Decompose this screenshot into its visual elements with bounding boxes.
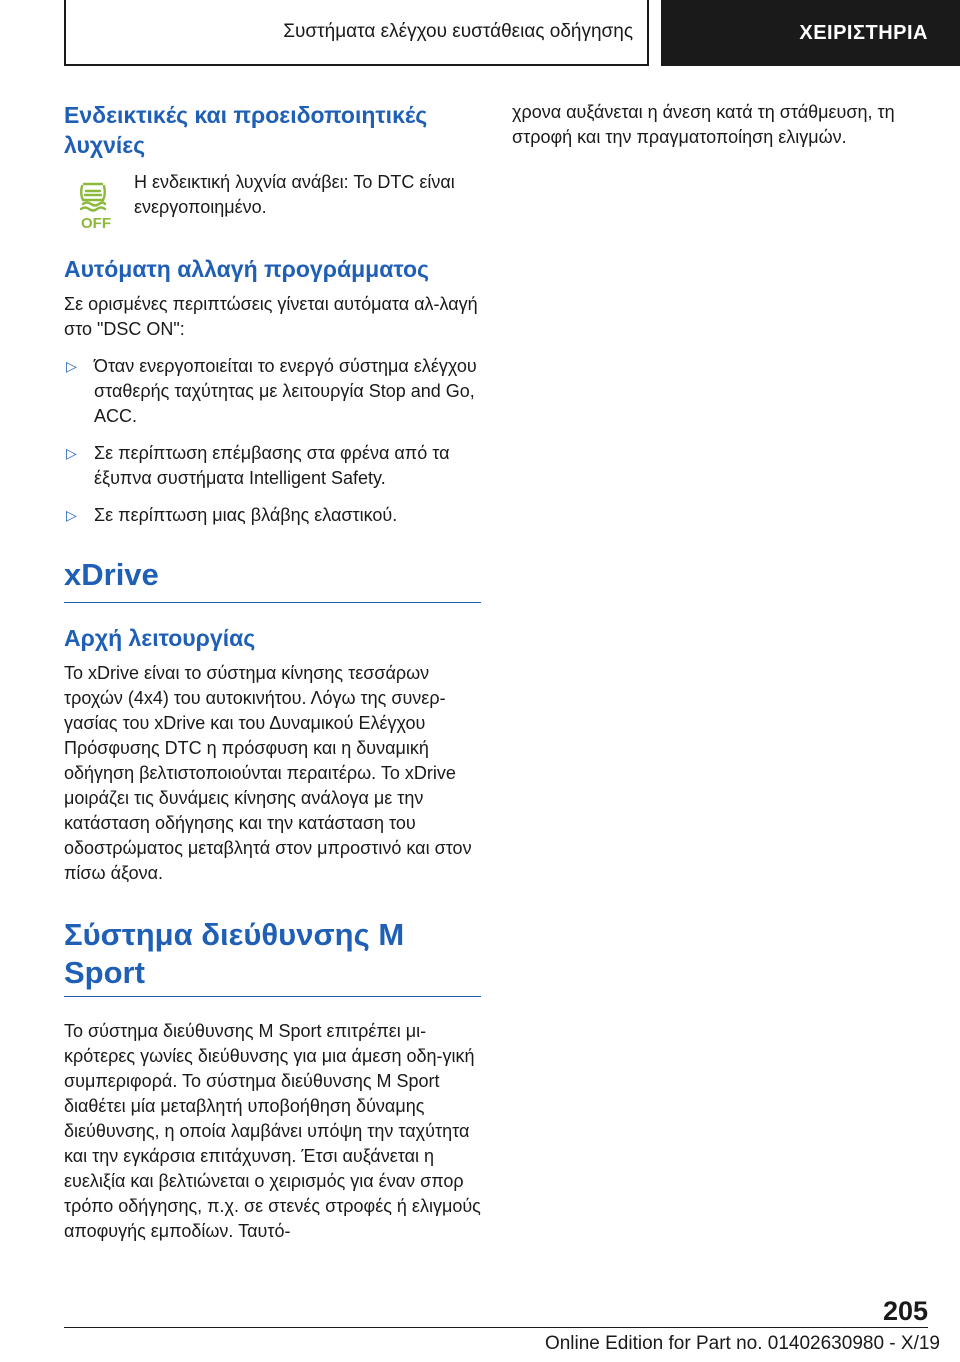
indicator-text: Η ενδεικτική λυχνία ανάβει: Το DTC είναι ενεργοποιημένο.	[134, 172, 455, 217]
list-item	[64, 354, 481, 429]
msport-section	[64, 916, 481, 1244]
footer-divider	[64, 1327, 928, 1328]
indicator-section	[64, 100, 481, 232]
xdrive-title: xDrive	[64, 556, 481, 603]
left-column	[64, 100, 481, 1244]
bullet-triangle-icon: ▷	[66, 507, 77, 523]
indicator-row	[64, 170, 481, 232]
list-item-text: Σε περίπτωση επέμβασης στα φρένα από τα έξυπνα συστήματα Intelligent Safety.	[94, 443, 450, 488]
header-section-title: Συστήματα ελέγχου ευστάθειας οδήγησης	[64, 0, 649, 66]
list-item-text: Σε περίπτωση μιας βλάβης ελαστικού.	[94, 505, 398, 525]
msport-text: Το σύστημα διεύθυνσης M Sport επιτρέπει μι‐κρότερες γωνίες διεύθυνσης για μια άμεση οδη‐γική συμπεριφορά. Το σύστημα διεύθυνσης M Sport διαθέτει μία μεταβλητή υποβοήθηση δύναμης διεύθυνσης, η οποία λαμβάνει υπόψη την ταχύτητα και την εγκάρσια επιτάχυνση. Έτσι αυξάνεται η ευελιξία και βελτιώνεται ο χειρισμός για έναν σπορ τρόπο οδήγησης, π.χ. σε στενές στροφές ή ελιγμούς αποφυγής εμποδίων. Ταυτό‐	[64, 1021, 481, 1241]
msport-title: Σύστημα διεύθυνσης M Sport	[64, 916, 481, 997]
footer-edition: Online Edition for Part no. 01402630980 - X/19	[544, 1333, 940, 1354]
list-item	[64, 503, 481, 528]
auto-switch-section	[64, 254, 481, 528]
page-number: 205	[882, 1296, 928, 1326]
dsc-off-label: OFF	[81, 215, 111, 232]
auto-switch-list	[64, 354, 481, 528]
right-column	[512, 100, 932, 150]
auto-switch-intro: Σε ορισμένες περιπτώσεις γίνεται αυτόματα αλ‐λαγή στο "DSC ON":	[64, 294, 478, 339]
bullet-triangle-icon: ▷	[66, 358, 77, 374]
indicator-heading: Ενδεικτικές και προειδοποιητικές λυχνίες	[64, 102, 428, 158]
xdrive-text: Το xDrive είναι το σύστημα κίνησης τεσσάρων τροχών (4x4) του αυτοκινήτου. Λόγω της συνερ‐γασίας του xDrive και του Δυναμικού Ελέγχου Πρόσφυσης DTC η πρόσφυση και η δυναμική οδήγηση βελτιστοποιούνται περαιτέρω. Το xDrive μοιράζει τις δυνάμεις κίνησης ανάλογα με την κατάσταση οδήγησης και την κατάσταση του οδοστρώματος μεταβλητά στον μπροστινό και στον πίσω άξονα.	[64, 663, 472, 883]
dsc-off-warning-lamp-icon	[70, 174, 128, 232]
page-header	[64, 0, 960, 66]
xdrive-section	[64, 556, 481, 886]
auto-switch-heading: Αυτόματη αλλαγή προγράμματος	[64, 256, 430, 282]
list-item	[64, 441, 481, 491]
header-chapter-tab: ΧΕΙΡΙΣΤΗΡΙΑ	[661, 0, 960, 66]
bullet-triangle-icon: ▷	[66, 445, 77, 461]
xdrive-subheading: Αρχή λειτουργίας	[64, 625, 256, 651]
msport-text-continued: χρονα αυξάνεται η άνεση κατά τη στάθμευση, τη στροφή και την πραγματοποίηση ελιγμών.	[512, 102, 895, 147]
list-item-text: Όταν ενεργοποιείται το ενεργό σύστημα ελέγχου σταθερής ταχύτητας με λειτουργία Stop and Go, ACC.	[94, 356, 477, 426]
